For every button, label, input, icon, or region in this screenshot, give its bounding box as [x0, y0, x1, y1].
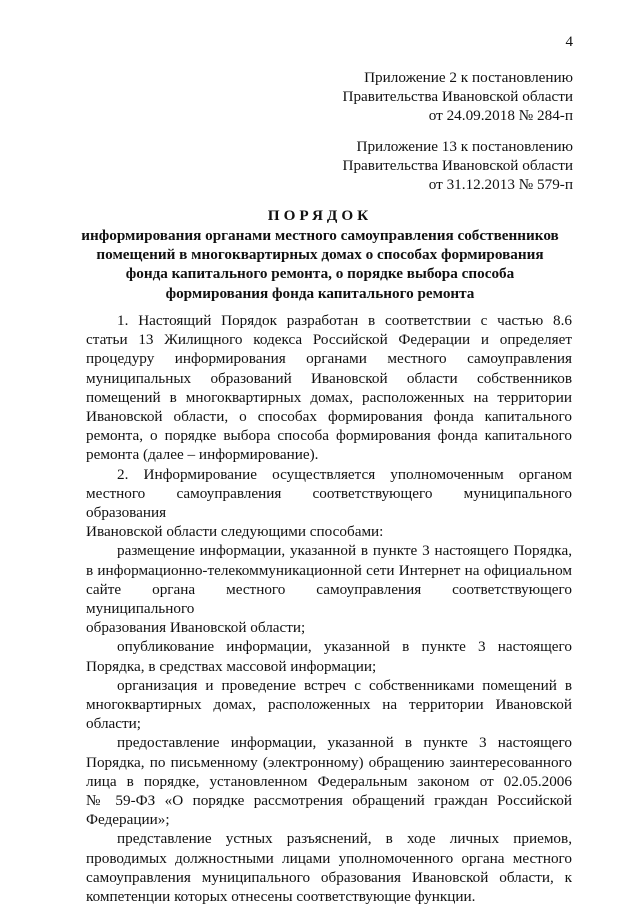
body-line: представление устных разъяснений, в ходе личных приемов,: [117, 830, 572, 848]
appendix-line: от 31.12.2013 № 579-п: [428, 176, 573, 193]
body-paragraph: [86, 733, 572, 829]
body-line: размещение информации, указанной в пункте 3 настоящего Порядка,: [117, 542, 572, 560]
appendix-line: Правительства Ивановской области: [342, 157, 573, 174]
body-line: проводимых должностными лицами уполномоченного органа местного: [86, 849, 572, 867]
body-line: муниципальных образований Ивановской области собственников: [86, 369, 572, 387]
body-line: Ивановской области следующими способами:: [86, 523, 384, 541]
body-paragraph: [86, 676, 572, 734]
body-paragraph: [86, 541, 572, 637]
body-line: статьи 13 Жилищного кодекса Российской Федерации и определяет: [86, 331, 572, 349]
body-line: Порядка, в средствах массовой информации;: [86, 657, 377, 675]
body-line: 1. Настоящий Порядок разработан в соответствии с частью 8.6: [117, 312, 572, 329]
document-body: [86, 311, 572, 906]
body-line: предоставление информации, указанной в пункте 3 настоящего: [117, 734, 572, 752]
document-title: ПОРЯДОК: [267, 207, 373, 224]
body-line: местного самоуправления соответствующего муниципального образования: [86, 484, 572, 522]
body-line: 2. Информирование осуществляется уполномоченным органом: [117, 465, 572, 483]
page-number: 4: [565, 34, 573, 50]
body-line: компетенции которых отнесены соответствующие функции.: [86, 888, 476, 906]
body-line: в информационно-телекоммуникационной сети Интернет на официальном: [86, 561, 572, 579]
subtitle-line: помещений в многоквартирных домах о способах формирования: [96, 246, 544, 264]
appendix-line: Приложение 2 к постановлению: [364, 69, 573, 86]
subtitle-line: информирования органами местного самоуправления собственников: [81, 227, 559, 244]
body-line: процедуру информирования органами местного самоуправления: [86, 350, 572, 368]
appendix-line: Приложение 13 к постановлению: [356, 138, 573, 155]
appendix-header-original: [343, 137, 574, 194]
body-line: самоуправления муниципального образования Ивановской области, к: [86, 868, 572, 886]
document-subtitle: [0, 226, 640, 303]
body-line: образования Ивановской области;: [86, 619, 306, 637]
appendix-line: Правительства Ивановской области: [342, 88, 573, 105]
body-line: помещений в многоквартирных домах, расположенных на территории: [86, 388, 572, 406]
body-line: Ивановской области, о способах формирования фонда капитального: [86, 408, 572, 426]
body-line: Порядка, по письменному (электронному) обращению заинтересованного: [86, 753, 572, 771]
body-line: № 59-ФЗ «О порядке рассмотрения обращений граждан Российской: [86, 792, 572, 810]
body-paragraph: [86, 829, 572, 906]
appendix-line: от 24.09.2018 № 284-п: [428, 107, 573, 124]
body-paragraph: [86, 637, 572, 675]
body-line: ремонта, о порядке выбора способа формирования фонда капитального: [86, 427, 572, 445]
body-paragraph: [86, 465, 572, 542]
appendix-header-current: [343, 68, 574, 125]
subtitle-line: фонда капитального ремонта, о порядке выбора способа: [125, 265, 515, 283]
body-line: опубликование информации, указанной в пункте 3 настоящего: [117, 638, 572, 656]
body-line: Федерации»;: [86, 811, 170, 829]
body-paragraph: [86, 311, 572, 465]
body-line: многоквартирных домах, расположенных на территории Ивановской: [86, 696, 572, 714]
body-line: сайте органа местного самоуправления соответствующего муниципального: [86, 580, 572, 618]
subtitle-line: формирования фонда капитального ремонта: [165, 284, 475, 302]
body-line: ремонта (далее – информирование).: [86, 446, 319, 464]
body-line: области;: [86, 715, 141, 733]
body-line: организация и проведение встреч с собственниками помещений в: [117, 676, 572, 694]
body-line: лица в порядке, установленном Федеральным законом от 02.05.2006: [86, 772, 572, 790]
